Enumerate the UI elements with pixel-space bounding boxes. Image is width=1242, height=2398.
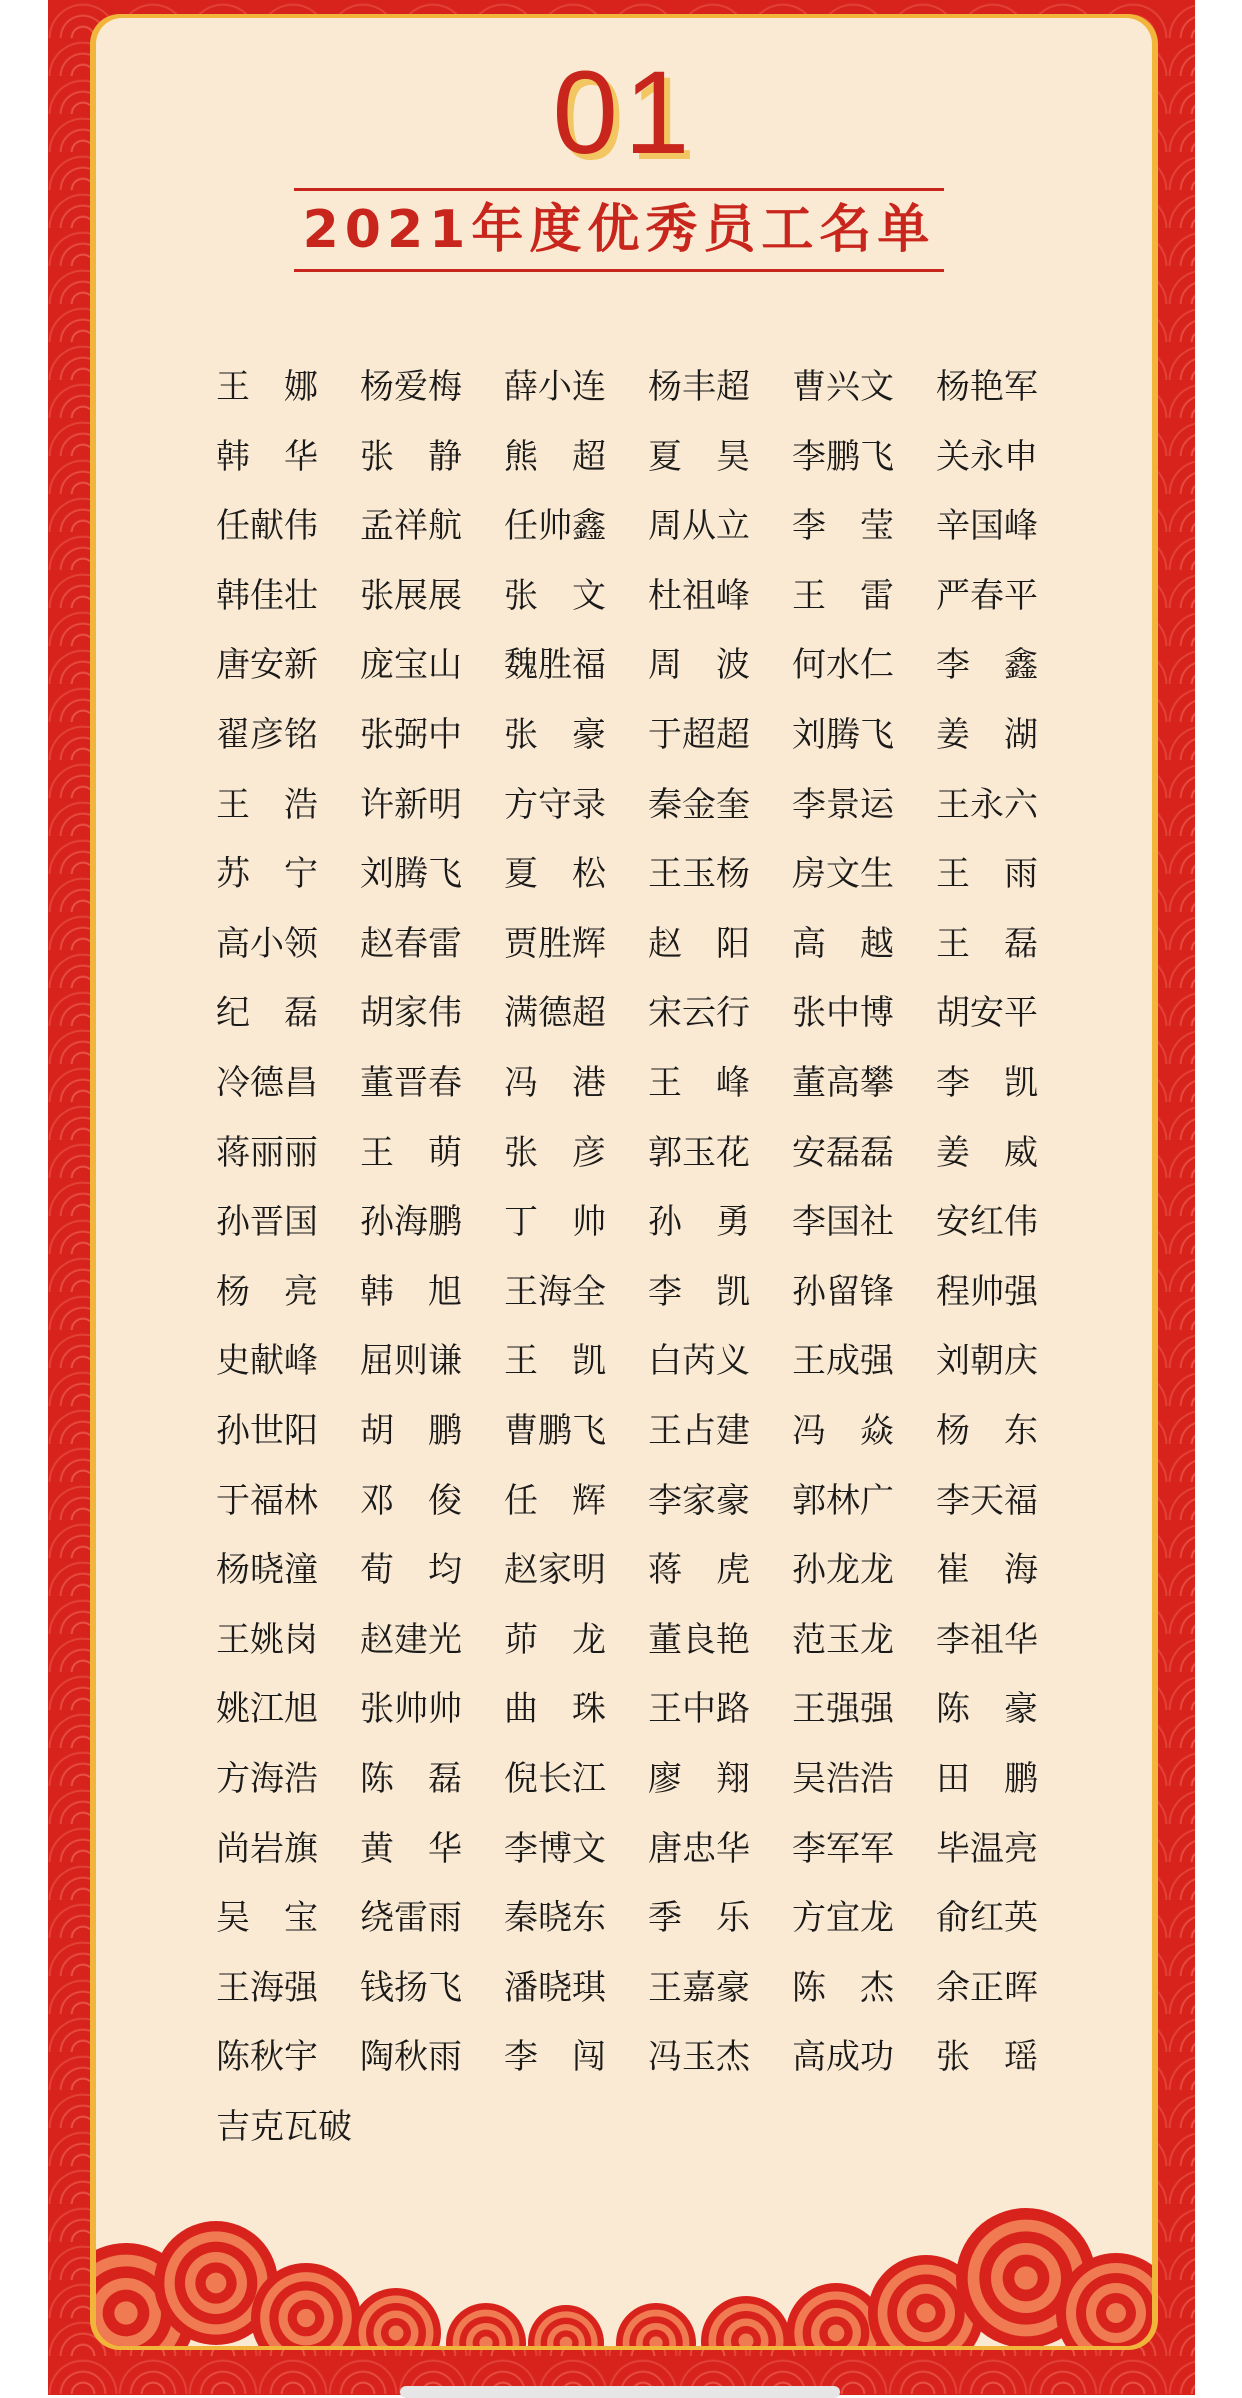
employee-name: 冯 港 [504,1063,606,1103]
employee-name: 杜祖峰 [648,575,750,616]
employee-name: 尚岩旗 [216,1828,318,1869]
employee-name: 高成功 [792,2037,894,2078]
employee-name: 田 鹏 [936,1759,1038,1799]
auspicious-clouds-decoration [96,2193,1152,2346]
employee-name: 张 瑶 [936,2037,1038,2078]
employee-name: 胡 鹏 [360,1411,462,1451]
employee-name: 王 雷 [792,575,894,616]
employee-name: 邓 俊 [360,1480,462,1521]
employee-name: 孙 勇 [648,1202,750,1243]
employee-name: 唐安新 [216,645,318,686]
employee-name: 冯玉杰 [648,2037,750,2078]
employee-name: 何水仁 [792,645,894,686]
employee-name: 王海全 [504,1271,606,1312]
employee-name: 辛国峰 [936,506,1038,547]
employee-name: 董高攀 [792,1063,894,1103]
employee-name: 王强强 [792,1689,894,1730]
employee-name: 薛小连 [504,367,606,407]
employee-name: 任献伟 [216,506,318,547]
employee-name: 潘晓琪 [504,1967,606,2008]
employee-name: 茆 龙 [504,1619,606,1660]
employee-name: 廖 翔 [648,1759,750,1799]
employee-name: 张弼中 [360,715,462,755]
employee-name: 唐忠华 [648,1828,750,1869]
employee-name: 屈则谦 [360,1341,462,1382]
employee-name: 姜 威 [936,1132,1038,1173]
employee-name: 陈 磊 [360,1759,462,1799]
employee-name: 董晋春 [360,1063,462,1103]
employee-name: 方宜龙 [792,1898,894,1939]
employee-name: 秦金奎 [648,784,750,825]
employee-name: 范玉龙 [792,1619,894,1660]
employee-name: 杨艳军 [936,367,1038,407]
employee-name: 杨爱梅 [360,367,462,407]
employee-name: 冯 焱 [792,1411,894,1451]
cloud-swirl-ring [297,2309,315,2327]
employee-name: 胡家伟 [360,993,462,1034]
employee-name: 程帅强 [936,1271,1038,1312]
employee-name: 姚江旭 [216,1689,318,1730]
employee-name: 孙海鹏 [360,1202,462,1243]
employee-name: 曹鹏飞 [504,1411,606,1451]
employee-name: 李家豪 [648,1480,750,1521]
employee-name: 高小领 [216,923,318,964]
employee-name: 季 乐 [648,1898,750,1939]
employee-name: 赵 阳 [648,923,750,964]
employee-name: 蒋丽丽 [216,1132,318,1173]
employee-name: 陈秋宇 [216,2037,318,2078]
employee-name: 周从立 [648,506,750,547]
employee-name: 秦晓东 [504,1898,606,1939]
employee-name: 安磊磊 [792,1132,894,1173]
employee-name: 韩佳壮 [216,575,318,616]
employee-name: 绕雷雨 [360,1898,462,1939]
employee-name: 曹兴文 [792,367,894,407]
employee-name: 夏 松 [504,854,606,895]
page-title: 2021年度优秀员工名单 [302,200,936,260]
employee-name: 李天福 [936,1480,1038,1521]
employee-name: 吴浩浩 [792,1759,894,1799]
employee-name: 赵家明 [504,1550,606,1591]
employee-name: 黄 华 [360,1828,462,1869]
employee-name: 贾胜辉 [504,923,606,964]
employee-name: 张 彦 [504,1132,606,1173]
employee-name: 荀 均 [360,1550,462,1591]
employee-name: 周 波 [648,645,750,686]
employee-name: 吉克瓦破 [216,2107,352,2147]
employee-name: 李祖华 [936,1619,1038,1660]
cloud-swirl-ring [114,2301,137,2324]
employee-name: 王 娜 [216,367,318,407]
employee-name: 魏胜福 [504,645,606,686]
employee-name: 陈 杰 [792,1967,894,2008]
employee-name: 白芮义 [648,1341,750,1382]
employee-name: 安红伟 [936,1202,1038,1243]
employee-name: 关永申 [936,436,1038,477]
cloud-swirl-ring [1106,2303,1126,2323]
employee-name: 杨 东 [936,1411,1038,1451]
employee-name: 夏 昊 [648,436,750,477]
employee-name: 李 凯 [648,1271,750,1312]
cloud-swirl-ring [206,2273,227,2294]
employee-name: 任帅鑫 [504,506,606,547]
employee-name: 李国社 [792,1202,894,1243]
employee-name: 张帅帅 [360,1689,462,1730]
employee-name: 于福林 [216,1480,318,1521]
employee-name: 纪 磊 [216,993,318,1034]
employee-name: 孙龙龙 [792,1550,894,1591]
employee-name: 杨 亮 [216,1271,318,1312]
title-divider-top [294,188,944,191]
employee-name: 王成强 [792,1341,894,1382]
section-number: 01 [552,47,696,179]
bottom-handle-bar [400,2386,840,2398]
employee-name: 李景运 [792,784,894,825]
employee-name: 李 鑫 [936,645,1038,686]
employee-name: 许新明 [360,784,462,825]
cloud-swirl-ring [389,2326,404,2341]
employee-name: 余正晖 [936,1967,1038,2008]
employee-name: 毕温亮 [936,1828,1038,1869]
employee-name: 韩 华 [216,436,318,477]
employee-name: 翟彦铭 [216,715,318,755]
employee-name: 王占建 [648,1411,750,1451]
employee-name: 王 雨 [936,854,1038,895]
employee-name: 刘腾飞 [360,854,462,895]
employee-name: 严春平 [936,575,1038,616]
employee-name: 孙晋国 [216,1202,318,1243]
employee-name: 陶秋雨 [360,2037,462,2078]
cloud-swirl-ring [828,2325,845,2342]
employee-name: 张 豪 [504,715,606,755]
employee-name: 张中博 [792,993,894,1034]
employee-name: 董良艳 [648,1619,750,1660]
cloud-swirl-ring [916,2303,935,2322]
employee-name: 王 凯 [504,1341,606,1382]
employee-name: 孙留锋 [792,1271,894,1312]
employee-name: 方海浩 [216,1759,318,1799]
employee-name: 陈 豪 [936,1689,1038,1730]
employee-name: 姜 湖 [936,715,1038,755]
employee-name: 王嘉豪 [648,1967,750,2008]
employee-name: 丁 帅 [504,1202,606,1243]
employee-name: 赵春雷 [360,923,462,964]
employee-name: 蒋 虎 [648,1550,750,1591]
employee-name: 张 静 [360,436,462,477]
employee-name: 王 萌 [360,1132,462,1173]
employee-name: 苏 宁 [216,854,318,895]
employee-name: 方守录 [504,784,606,825]
employee-name: 郭林广 [792,1480,894,1521]
title-divider-bottom [294,269,944,272]
employee-name: 韩 旭 [360,1271,462,1312]
employee-name: 史献峰 [216,1341,318,1382]
employee-name: 胡安平 [936,993,1038,1034]
employee-name: 任 辉 [504,1480,606,1521]
employee-name: 庞宝山 [360,645,462,686]
employee-name: 赵建光 [360,1619,462,1660]
employee-name: 李博文 [504,1828,606,1869]
employee-name: 杨丰超 [648,367,750,407]
employee-name: 高 越 [792,923,894,964]
employee-name: 曲 珠 [504,1689,606,1730]
employee-name: 张展展 [360,575,462,616]
employee-name: 孙世阳 [216,1411,318,1451]
employee-name: 杨晓潼 [216,1550,318,1591]
cloud-swirl-ring [1014,2266,1037,2289]
title-block [294,188,944,272]
employee-name: 王永六 [936,784,1038,825]
employee-name: 王 磊 [936,923,1038,964]
employee-name: 宋云行 [648,993,750,1034]
employee-name: 李 凯 [936,1063,1038,1103]
employee-name: 王 浩 [216,784,318,825]
employee-name: 郭玉花 [648,1132,750,1173]
employee-name: 孟祥航 [360,506,462,547]
employee-name: 熊 超 [504,436,606,477]
employee-name: 刘腾飞 [792,715,894,755]
employee-name: 王玉杨 [648,854,750,895]
employee-name: 李鹏飞 [792,436,894,477]
employee-name: 倪长江 [504,1759,606,1799]
employee-name: 钱扬飞 [360,1967,462,2008]
employee-name: 于超超 [648,715,750,755]
employee-name: 王 峰 [648,1063,750,1103]
employee-name: 冷德昌 [216,1063,318,1103]
employee-name: 房文生 [792,854,894,895]
employee-name: 王海强 [216,1967,318,2008]
employee-name: 王姚岗 [216,1619,318,1660]
employee-name: 刘朝庆 [936,1341,1038,1382]
employee-name: 李军军 [792,1828,894,1869]
employee-name: 王中路 [648,1689,750,1730]
name-list-card [96,18,1152,2346]
employee-name: 俞红英 [936,1898,1038,1939]
employee-name: 满德超 [504,993,606,1034]
employee-name: 张 文 [504,575,606,616]
employee-name: 李 莹 [792,506,894,547]
employee-name: 崔 海 [936,1550,1038,1591]
employee-name: 吴 宝 [216,1898,318,1939]
employee-name: 李 闯 [504,2037,606,2078]
